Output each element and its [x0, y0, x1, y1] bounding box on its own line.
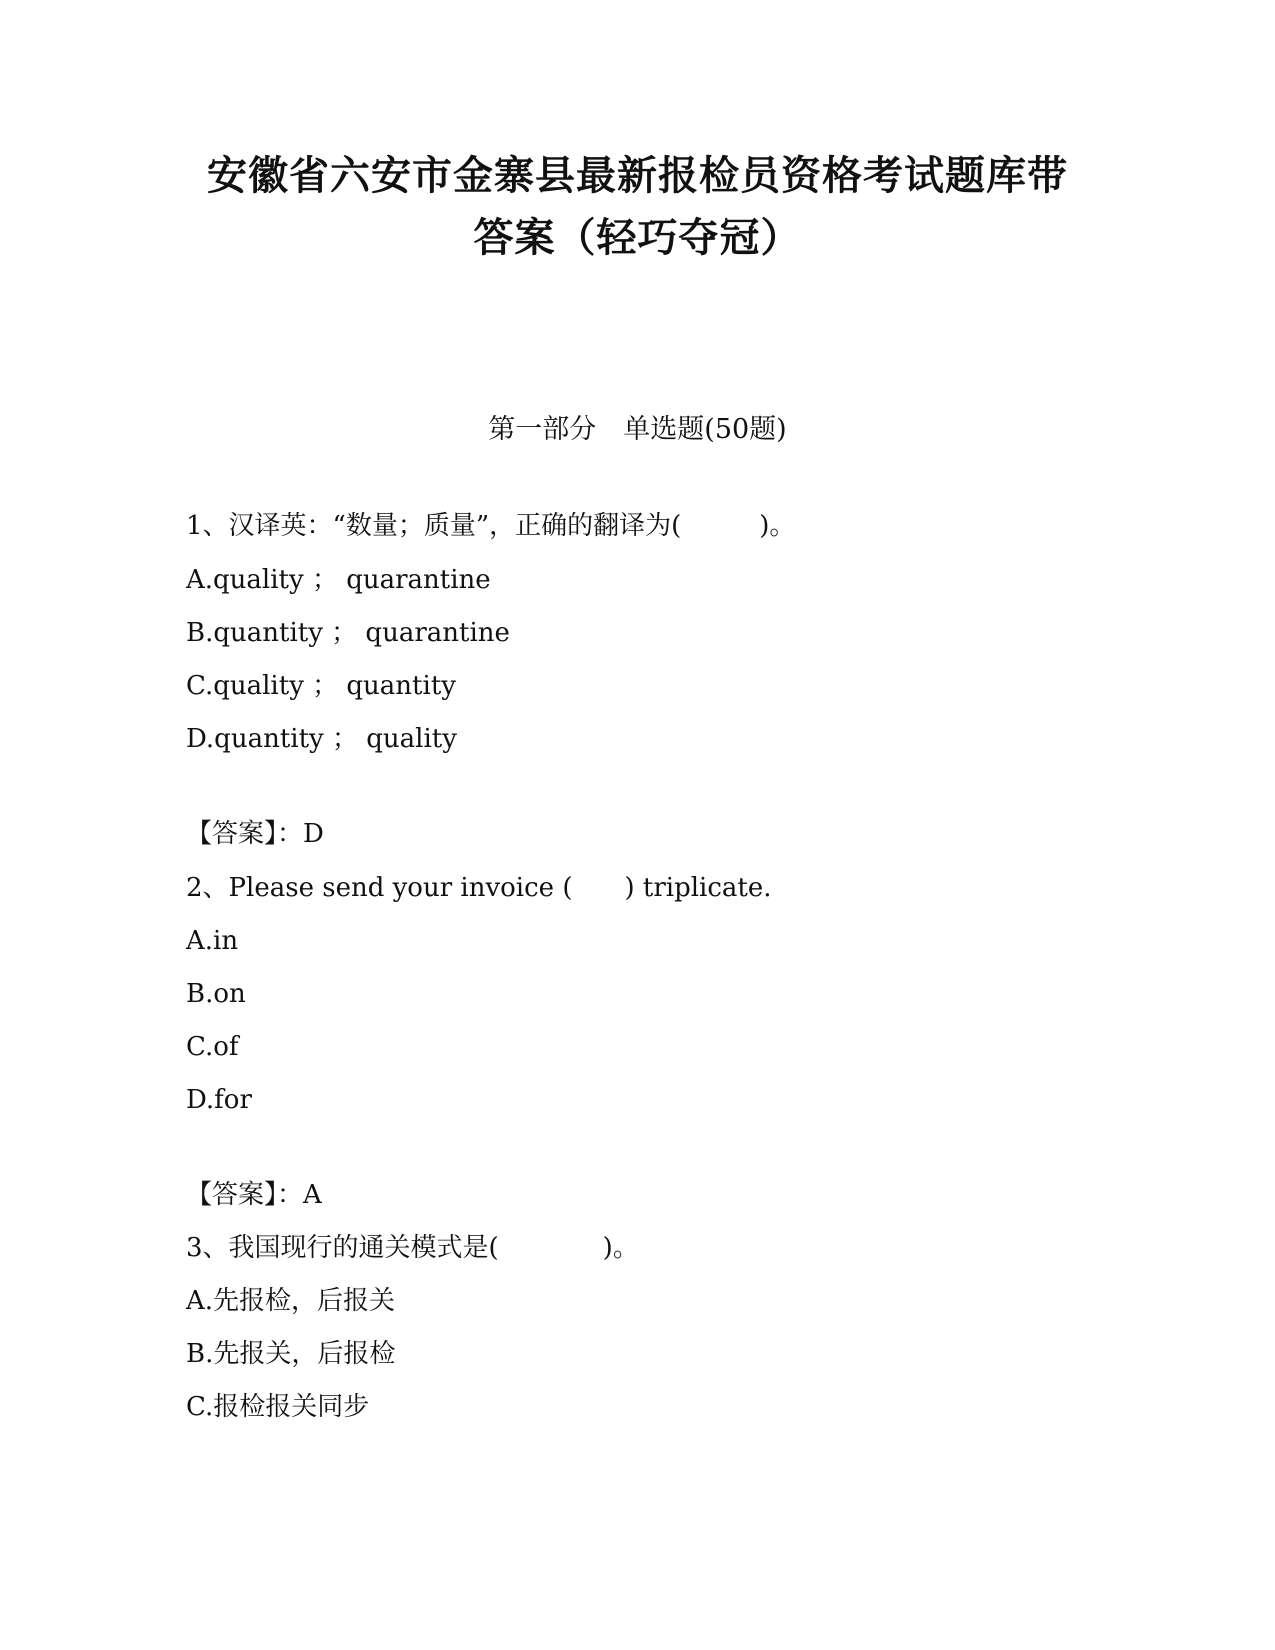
question-1-answer: 【答案】：D [186, 819, 324, 849]
document-title-line-2: 答案（轻巧夺冠） [473, 215, 802, 261]
document-title-line-1: 安徽省六安市金寨县最新报检员资格考试题库带 [207, 153, 1068, 199]
question-2-option-a: A.in [186, 926, 239, 956]
question-3-option-b: B.先报关，后报检 [186, 1339, 396, 1369]
question-2-option-c: C.of [186, 1032, 239, 1062]
question-2-stem: 2、Please send your invoice ( ) triplicate. [186, 873, 772, 903]
question-2-option-b: B.on [186, 979, 246, 1009]
question-1-option-b: B.quantity ； quarantine [186, 618, 510, 648]
question-3-option-a: A.先报检，后报关 [186, 1286, 396, 1316]
section-heading: 第一部分 单选题(50题) [488, 414, 787, 445]
question-1-stem: 1、汉译英：“数量；质量”，正确的翻译为( )。 [186, 511, 796, 541]
question-3-stem: 3、我国现行的通关模式是( )。 [186, 1233, 639, 1263]
question-2-answer: 【答案】：A [186, 1180, 322, 1210]
question-3-option-c: C.报检报关同步 [186, 1392, 370, 1422]
question-1-option-d: D.quantity ； quality [186, 724, 457, 754]
question-1-option-c: C.quality ； quantity [186, 671, 456, 701]
question-1-option-a: A.quality ； quarantine [186, 565, 491, 595]
question-2-option-d: D.for [186, 1085, 252, 1115]
